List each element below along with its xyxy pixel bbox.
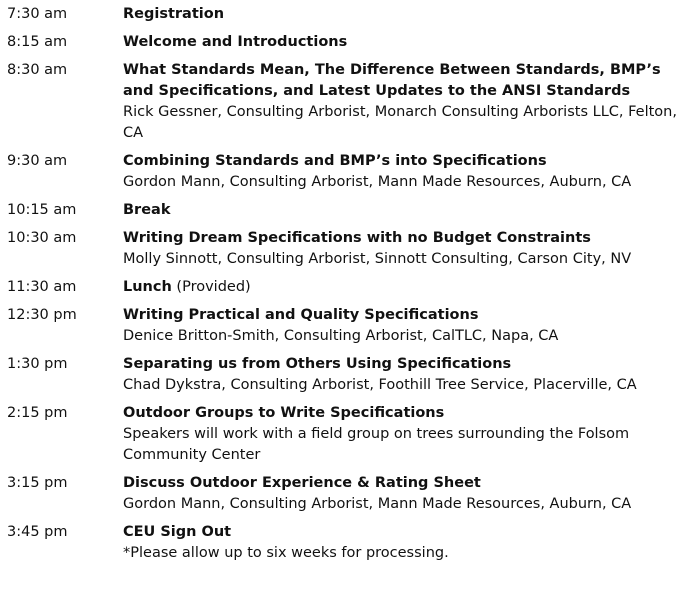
- agenda-content: [123, 403, 683, 466]
- agenda-title: Separating us from Others Using Specifications: [123, 356, 512, 372]
- agenda-time: 3:15 pm: [7, 475, 68, 491]
- agenda-item: [0, 354, 683, 396]
- agenda-title: CEU Sign Out: [123, 524, 232, 540]
- agenda-title: Welcome and Introductions: [123, 34, 348, 50]
- agenda-time: 9:30 am: [7, 153, 68, 169]
- agenda-description: Speakers will work with a field group on trees surrounding the Folsom Community Center: [123, 426, 630, 463]
- agenda-content: [123, 473, 683, 515]
- agenda-time: 1:30 pm: [7, 356, 68, 372]
- agenda-content: [123, 32, 683, 53]
- agenda-title: Lunch: [123, 279, 172, 295]
- agenda-item: [0, 200, 683, 221]
- agenda-title: Discuss Outdoor Experience & Rating Sheet: [123, 475, 481, 491]
- agenda-item: [0, 60, 683, 144]
- agenda-title: Break: [123, 202, 171, 218]
- agenda-content: [123, 4, 683, 25]
- agenda-content: [123, 228, 683, 270]
- agenda-item: [0, 403, 683, 466]
- agenda-item: [0, 305, 683, 347]
- agenda-content: [123, 60, 683, 144]
- agenda-item: [0, 228, 683, 270]
- agenda-title: Combining Standards and BMP’s into Specifications: [123, 153, 547, 169]
- agenda-speaker: Gordon Mann, Consulting Arborist, Mann Made Resources, Auburn, CA: [123, 496, 632, 512]
- agenda-title: Registration: [123, 6, 225, 22]
- agenda-item: [0, 4, 683, 25]
- agenda-speaker: Molly Sinnott, Consulting Arborist, Sinnott Consulting, Carson City, NV: [123, 251, 632, 267]
- agenda-item: [0, 522, 683, 564]
- agenda-time: 8:30 am: [7, 62, 68, 78]
- agenda-title: What Standards Mean, The Difference Between Standards, BMP’s and Specifications, and Latest Updates to the ANSI Standards: [123, 62, 661, 99]
- agenda-speaker: Gordon Mann, Consulting Arborist, Mann Made Resources, Auburn, CA: [123, 174, 632, 190]
- agenda-title: Outdoor Groups to Write Specifications: [123, 405, 445, 421]
- agenda-speaker: Rick Gessner, Consulting Arborist, Monarch Consulting Arborists LLC, Felton, CA: [123, 104, 677, 141]
- agenda-content: [123, 305, 683, 347]
- agenda-item: [0, 32, 683, 53]
- agenda-item: [0, 473, 683, 515]
- agenda-item: [0, 151, 683, 193]
- agenda-time: 12:30 pm: [7, 307, 77, 323]
- agenda-time: 3:45 pm: [7, 524, 68, 540]
- agenda-time: 7:30 am: [7, 6, 68, 22]
- agenda-item: [0, 277, 683, 298]
- agenda-content: [123, 200, 683, 221]
- agenda-time: 10:15 am: [7, 202, 77, 218]
- agenda-title: Writing Practical and Quality Specifications: [123, 307, 479, 323]
- agenda-content: [123, 354, 683, 396]
- agenda-speaker: Chad Dykstra, Consulting Arborist, Foothill Tree Service, Placerville, CA: [123, 377, 637, 393]
- agenda-footnote: *Please allow up to six weeks for processing.: [123, 545, 449, 561]
- agenda-time: 11:30 am: [7, 279, 77, 295]
- agenda-time: 10:30 am: [7, 230, 77, 246]
- agenda-title: Writing Dream Specifications with no Budget Constraints: [123, 230, 591, 246]
- agenda-content: [123, 522, 683, 564]
- agenda-speaker: Denice Britton-Smith, Consulting Arborist, CalTLC, Napa, CA: [123, 328, 559, 344]
- agenda-content: [123, 151, 683, 193]
- agenda-time: 2:15 pm: [7, 405, 68, 421]
- agenda-note: (Provided): [171, 279, 251, 295]
- agenda-content: [123, 277, 683, 298]
- agenda-time: 8:15 am: [7, 34, 68, 50]
